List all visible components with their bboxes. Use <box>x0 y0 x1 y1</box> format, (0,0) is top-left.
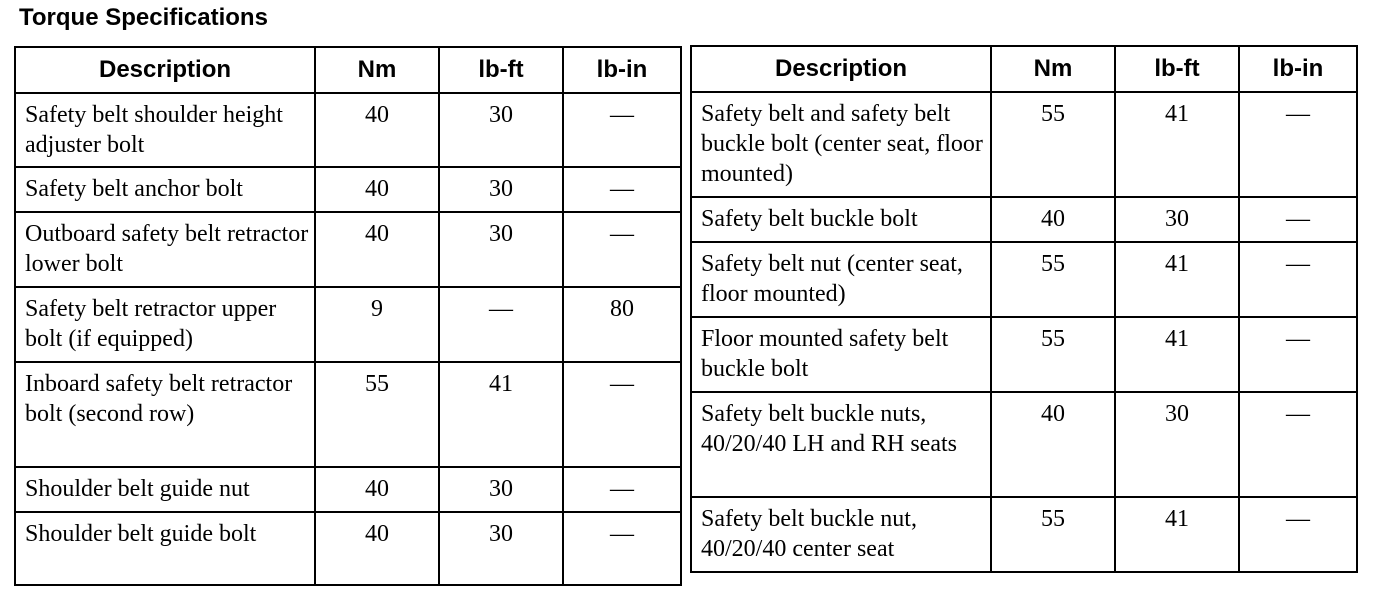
lbin-cell: — <box>1239 392 1357 497</box>
lbin-cell: — <box>563 93 681 167</box>
description-cell: Floor mounted safety belt buckle bolt <box>691 317 991 392</box>
description-cell: Safety belt and safety belt buckle bolt (center seat, floor mounted) <box>691 92 991 197</box>
nm-cell: 40 <box>315 212 439 287</box>
lbft-cell: 41 <box>1115 497 1239 572</box>
description-cell: Safety belt buckle bolt <box>691 197 991 242</box>
column-header-lbft: lb-ft <box>1115 46 1239 92</box>
lbft-cell: 30 <box>439 167 563 212</box>
nm-cell: 40 <box>991 197 1115 242</box>
column-header-lbin: lb-in <box>1239 46 1357 92</box>
nm-cell: 55 <box>315 362 439 467</box>
description-cell: Inboard safety belt retractor bolt (second row) <box>15 362 315 467</box>
description-cell: Outboard safety belt retractor lower bolt <box>15 212 315 287</box>
table-row <box>15 93 681 167</box>
nm-cell: 40 <box>315 167 439 212</box>
lbin-cell: — <box>563 212 681 287</box>
lbft-cell: 30 <box>439 467 563 512</box>
table-row <box>691 242 1357 317</box>
lbft-cell: — <box>439 287 563 362</box>
lbin-cell: — <box>563 467 681 512</box>
nm-cell: 55 <box>991 497 1115 572</box>
column-header-lbft: lb-ft <box>439 47 563 93</box>
nm-cell: 55 <box>991 317 1115 392</box>
lbft-cell: 30 <box>1115 392 1239 497</box>
table-row <box>691 392 1357 497</box>
table-row <box>691 197 1357 242</box>
lbft-cell: 30 <box>1115 197 1239 242</box>
lbft-cell: 41 <box>439 362 563 467</box>
nm-cell: 40 <box>315 512 439 585</box>
lbin-cell: — <box>1239 317 1357 392</box>
lbft-cell: 41 <box>1115 242 1239 317</box>
lbft-cell: 30 <box>439 512 563 585</box>
table-row <box>691 317 1357 392</box>
description-cell: Shoulder belt guide nut <box>15 467 315 512</box>
description-cell: Safety belt anchor bolt <box>15 167 315 212</box>
table-row <box>691 497 1357 572</box>
lbft-cell: 41 <box>1115 92 1239 197</box>
description-cell: Safety belt buckle nut, 40/20/40 center seat <box>691 497 991 572</box>
lbft-cell: 41 <box>1115 317 1239 392</box>
table-row <box>15 362 681 467</box>
header-row <box>691 46 1357 92</box>
torque-table-left <box>14 46 682 586</box>
nm-cell: 40 <box>315 467 439 512</box>
table-row <box>691 92 1357 197</box>
lbft-cell: 30 <box>439 93 563 167</box>
column-header-description: Description <box>15 47 315 93</box>
nm-cell: 55 <box>991 242 1115 317</box>
table-row <box>15 167 681 212</box>
nm-cell: 40 <box>315 93 439 167</box>
nm-cell: 9 <box>315 287 439 362</box>
lbin-cell: — <box>563 167 681 212</box>
page-title: Torque Specifications <box>19 4 268 31</box>
nm-cell: 40 <box>991 392 1115 497</box>
lbin-cell: — <box>563 362 681 467</box>
lbft-cell: 30 <box>439 212 563 287</box>
nm-cell: 55 <box>991 92 1115 197</box>
description-cell: Safety belt buckle nuts, 40/20/40 LH and RH seats <box>691 392 991 497</box>
column-header-nm: Nm <box>315 47 439 93</box>
description-cell: Safety belt nut (center seat, floor mounted) <box>691 242 991 317</box>
description-cell: Shoulder belt guide bolt <box>15 512 315 585</box>
torque-table-right <box>690 45 1358 573</box>
lbin-cell: 80 <box>563 287 681 362</box>
table-row <box>15 287 681 362</box>
column-header-nm: Nm <box>991 46 1115 92</box>
lbin-cell: — <box>1239 497 1357 572</box>
lbin-cell: — <box>1239 197 1357 242</box>
table-row <box>15 512 681 585</box>
description-cell: Safety belt shoulder height adjuster bolt <box>15 93 315 167</box>
lbin-cell: — <box>563 512 681 585</box>
table-row <box>15 467 681 512</box>
column-header-lbin: lb-in <box>563 47 681 93</box>
lbin-cell: — <box>1239 92 1357 197</box>
header-row <box>15 47 681 93</box>
column-header-description: Description <box>691 46 991 92</box>
description-cell: Safety belt retractor upper bolt (if equipped) <box>15 287 315 362</box>
table-row <box>15 212 681 287</box>
lbin-cell: — <box>1239 242 1357 317</box>
